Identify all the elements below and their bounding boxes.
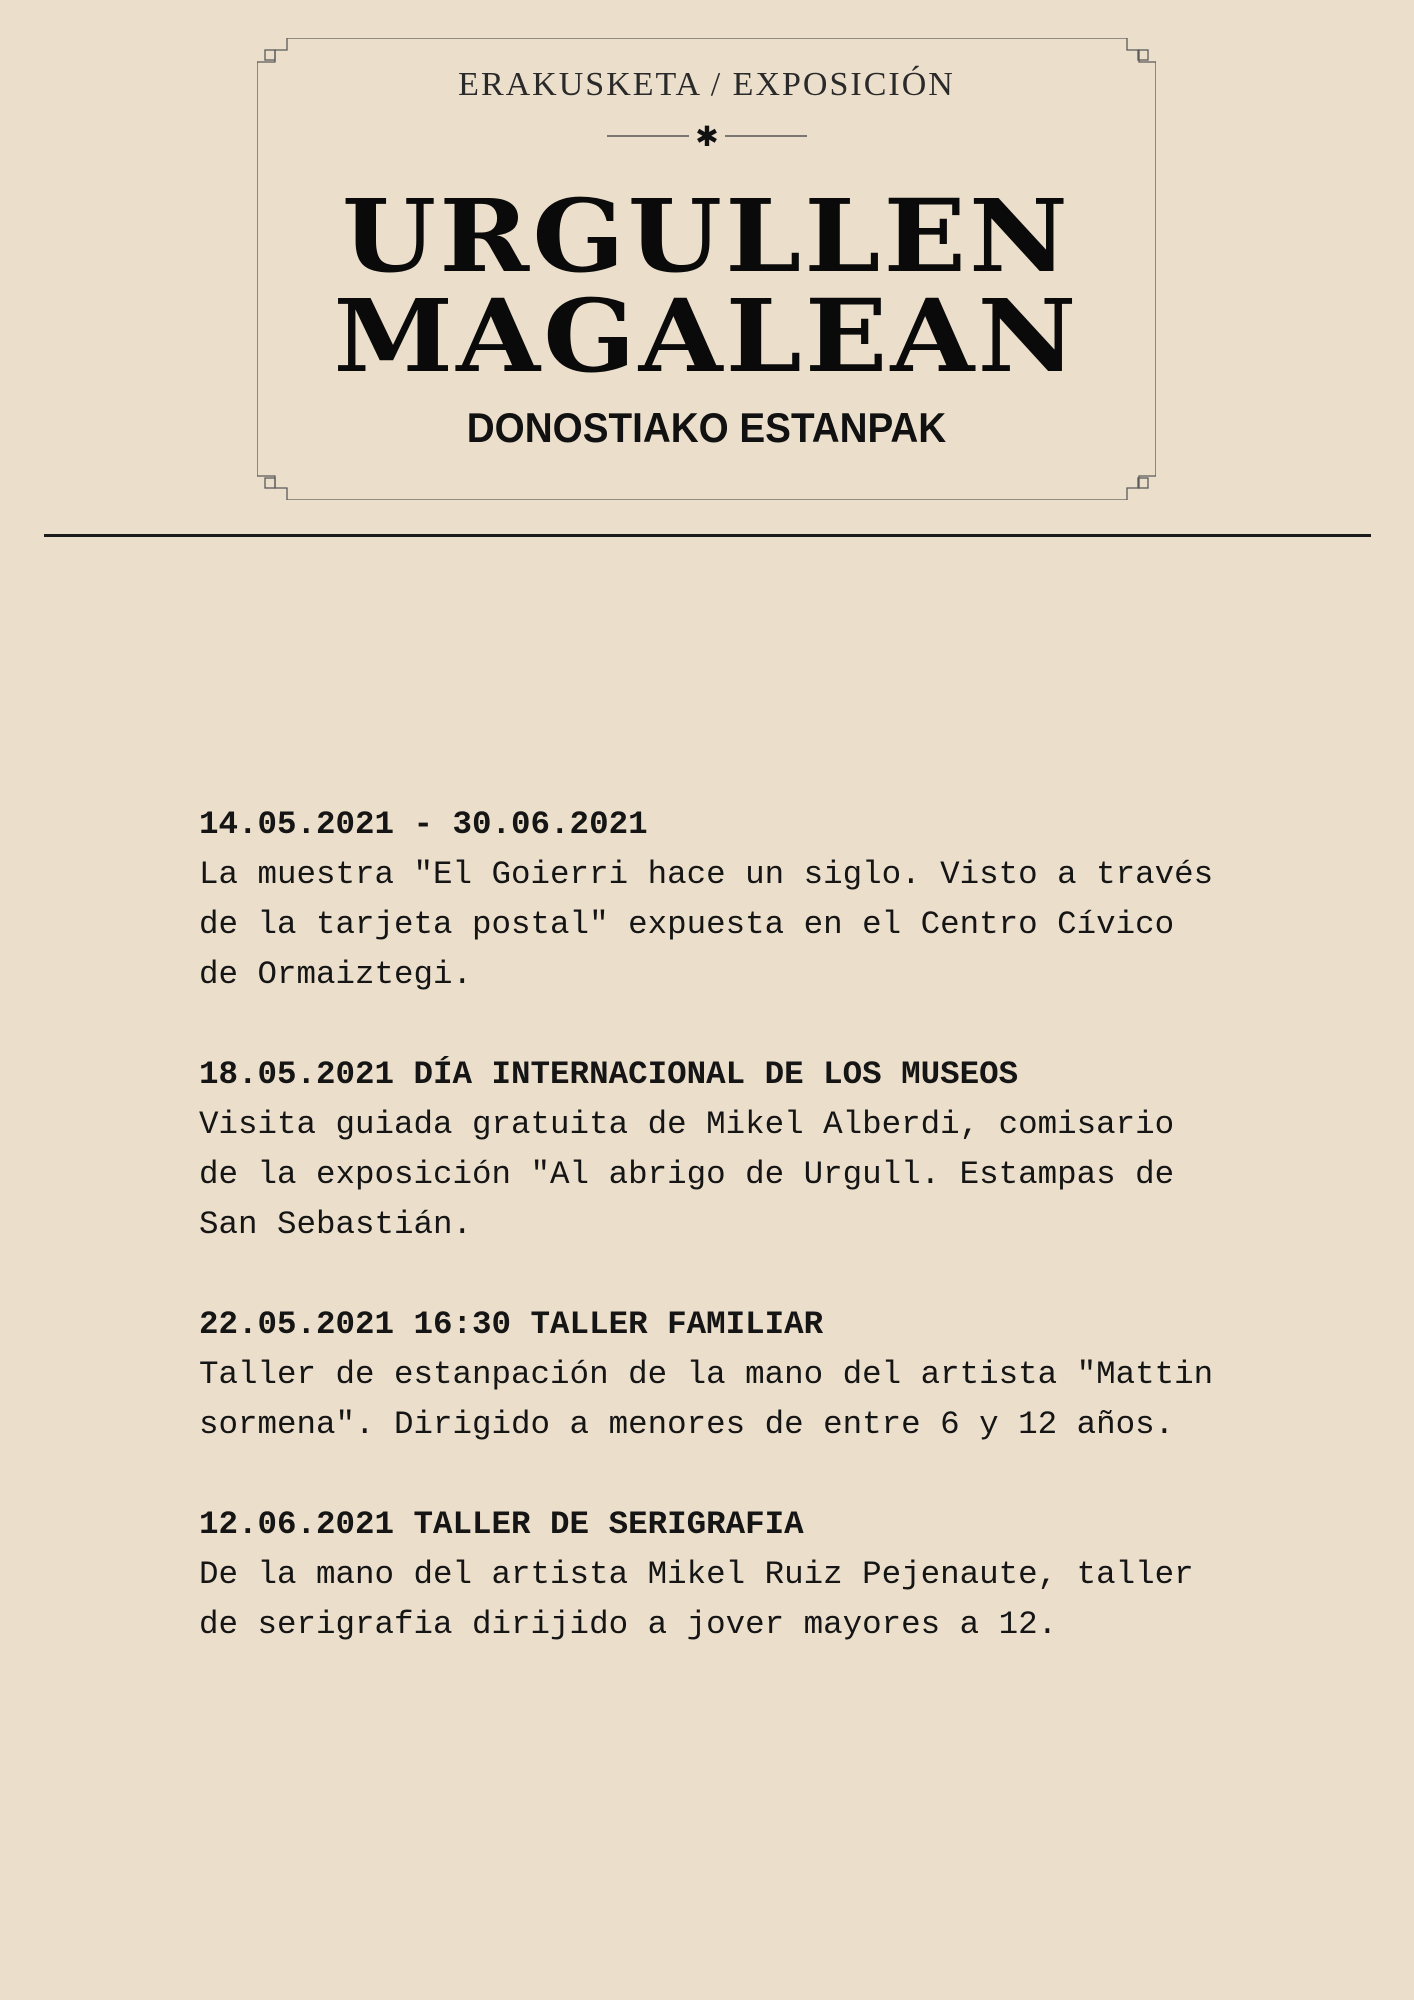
event-heading: 14.05.2021 - 30.06.2021 — [199, 806, 648, 843]
header-frame — [257, 38, 1156, 500]
event-description: Taller de estanpación de la mano del artista "Mattin sormena". Dirigido a menores de entre 6 y 12 años. — [199, 1356, 1214, 1443]
event-description: De la mano del artista Mikel Ruiz Pejenaute, taller de serigrafia dirijido a jover mayores a 12. — [199, 1556, 1194, 1643]
event-item — [199, 1050, 1229, 1250]
ornament-divider — [607, 118, 807, 154]
asterisk-icon: ✱ — [695, 120, 719, 153]
events-list — [199, 800, 1229, 1700]
event-item — [199, 800, 1229, 1000]
title-line-2: MAGALEAN — [333, 277, 1080, 395]
event-heading: 18.05.2021 DÍA INTERNACIONAL DE LOS MUSEOS — [199, 1056, 1019, 1093]
subtitle: DONOSTIAKO ESTANPAK — [466, 404, 947, 451]
exhibition-kicker: ERAKUSKETA / EXPOSICIÓN — [458, 66, 955, 103]
event-description: Visita guiada gratuita de Mikel Alberdi, comisario de la exposición "Al abrigo de Urgull. Estampas de San Sebastián. — [199, 1106, 1175, 1243]
title-line-1: URGULLEN — [341, 177, 1072, 295]
horizontal-divider — [44, 534, 1371, 537]
event-heading: 22.05.2021 16:30 TALLER FAMILIAR — [199, 1306, 824, 1343]
event-item — [199, 1300, 1229, 1450]
event-heading: 12.06.2021 TALLER DE SERIGRAFIA — [199, 1506, 804, 1543]
event-description: La muestra "El Goierri hace un siglo. Visto a través de la tarjeta postal" expuesta en el Centro Cívico de Ormaiztegi. — [199, 856, 1214, 993]
event-item — [199, 1500, 1229, 1650]
